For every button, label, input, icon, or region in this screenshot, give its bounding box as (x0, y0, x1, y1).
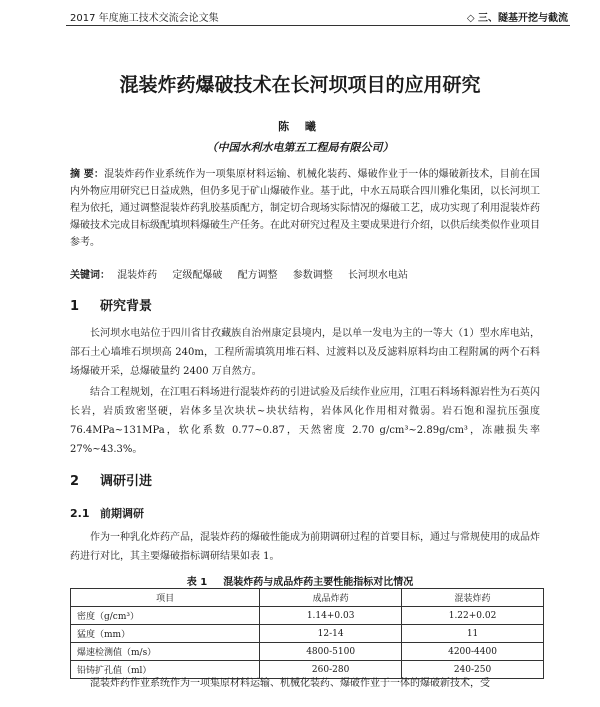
table-header: 项目 (71, 589, 260, 607)
affiliation: （中国水利水电第五工程局有限公司） (206, 141, 394, 154)
abstract-text: 混装炸药作业系统作为一项集原材料运输、机械化装药、爆破作业于一体的爆破新技术，目前在国内外物应用研究已日益成熟，但仍多见于矿山爆破作业。基于此，中水五局联合四川雅化集团，以长河坝工程为依托，通过调整混装炸药乳胶基质配方，制定切合现场实际情况的爆破工艺，成功实现了利用混装炸药爆破技术完成目标级配填坝料爆破生产任务。在此对研究过程及主要成果进行介绍，以供后续类似作业项目参考。 (70, 169, 541, 248)
table-cell: 240-250 (402, 661, 544, 679)
table-cell: 260-280 (260, 661, 402, 679)
paragraph: 长河坝水电站位于四川省甘孜藏族自治州康定县境内，是以单一发电为主的一等大（1）型水库电站，部石土心墙堆石坝坝高 240m，工程所需填筑用堆石料、过渡料以及反滤料原料均由工程附属的两个石料场爆破开采，总爆破量约 2400 万自然方。 (70, 328, 540, 377)
table-cell: 猛度（mm） (71, 625, 260, 643)
section-title: 研究背景 (100, 299, 153, 314)
table-label: 表 1 (186, 577, 208, 588)
keyword: 长河坝水电站 (347, 270, 408, 281)
table-header: 混装炸药 (402, 589, 544, 607)
keywords-label: 关键词： (70, 270, 110, 281)
table-cell: 铅铸扩孔值（ml） (71, 661, 260, 679)
table-header: 成品炸药 (260, 589, 402, 607)
table-cell: 1.14+0.03 (260, 607, 402, 625)
table-cell: 4200-4400 (402, 643, 544, 661)
table-row (71, 643, 544, 661)
table-cell: 11 (402, 625, 544, 643)
paragraph: 结合工程规划，在江咀石料场进行混装炸药的引进试验及后续作业应用，江咀石料场料源岩性为石英闪长岩，岩质致密坚硬，岩体多呈次块状~块状结构，岩体风化作用相对微弱。岩石饱和湿抗压强度 76.4MPa~131MPa，软化系数 0.77~0.87，天然密度 2.70 g/cm³~2.89g/cm³，冻融损失率 27%~43.3%。 (70, 387, 540, 455)
keyword: 定级配爆破 (172, 270, 223, 281)
table-header-row (71, 589, 544, 607)
table-cell: 12-14 (260, 625, 402, 643)
subsection-title: 前期调研 (100, 507, 144, 520)
paragraph: 混装炸药作业系统作为一项集原材料运输、机械化装药、爆破作业于一体的爆破新技术，受 (90, 678, 490, 689)
subsection-number: 2.1 (70, 507, 90, 520)
comparison-table (70, 588, 544, 679)
section-title: 调研引进 (100, 474, 153, 489)
paragraph: 作为一种乳化炸药产品，混装炸药的爆破性能成为前期调研过程的首要目标，通过与常规使用的成品炸药进行对比，其主要爆破指标调研结果如表 1。 (70, 532, 540, 562)
keyword: 混装炸药 (117, 270, 158, 281)
paper-title: 混装炸药爆破技术在长河坝项目的应用研究 (119, 74, 481, 96)
table-cell: 4800-5100 (260, 643, 402, 661)
section-heading-2 (70, 470, 152, 489)
subsection-heading (70, 505, 144, 521)
keyword: 参数调整 (292, 270, 333, 281)
table-cell: 爆速检测值（m/s） (71, 643, 260, 661)
running-header-right: ◇ 三、隧基开挖与截流 (466, 13, 568, 24)
table-caption (0, 573, 600, 588)
keyword: 配方调整 (237, 270, 278, 281)
section-heading-1 (70, 295, 152, 314)
table-cell: 密度（g/cm³） (71, 607, 260, 625)
header-rule (66, 25, 570, 26)
table-row (71, 607, 544, 625)
table-cell: 1.22+0.02 (402, 607, 544, 625)
author: 陈 曦 (278, 120, 322, 133)
abstract (70, 166, 540, 251)
keywords (70, 266, 540, 281)
table-caption-text: 混装炸药与成品炸药主要性能指标对比情况 (223, 577, 414, 588)
section-number: 2 (70, 474, 80, 489)
abstract-label: 摘 要： (70, 169, 105, 180)
running-header-left: 2017 年度施工技术交流会论文集 (70, 13, 219, 24)
section-number: 1 (70, 299, 80, 314)
table-row (71, 625, 544, 643)
